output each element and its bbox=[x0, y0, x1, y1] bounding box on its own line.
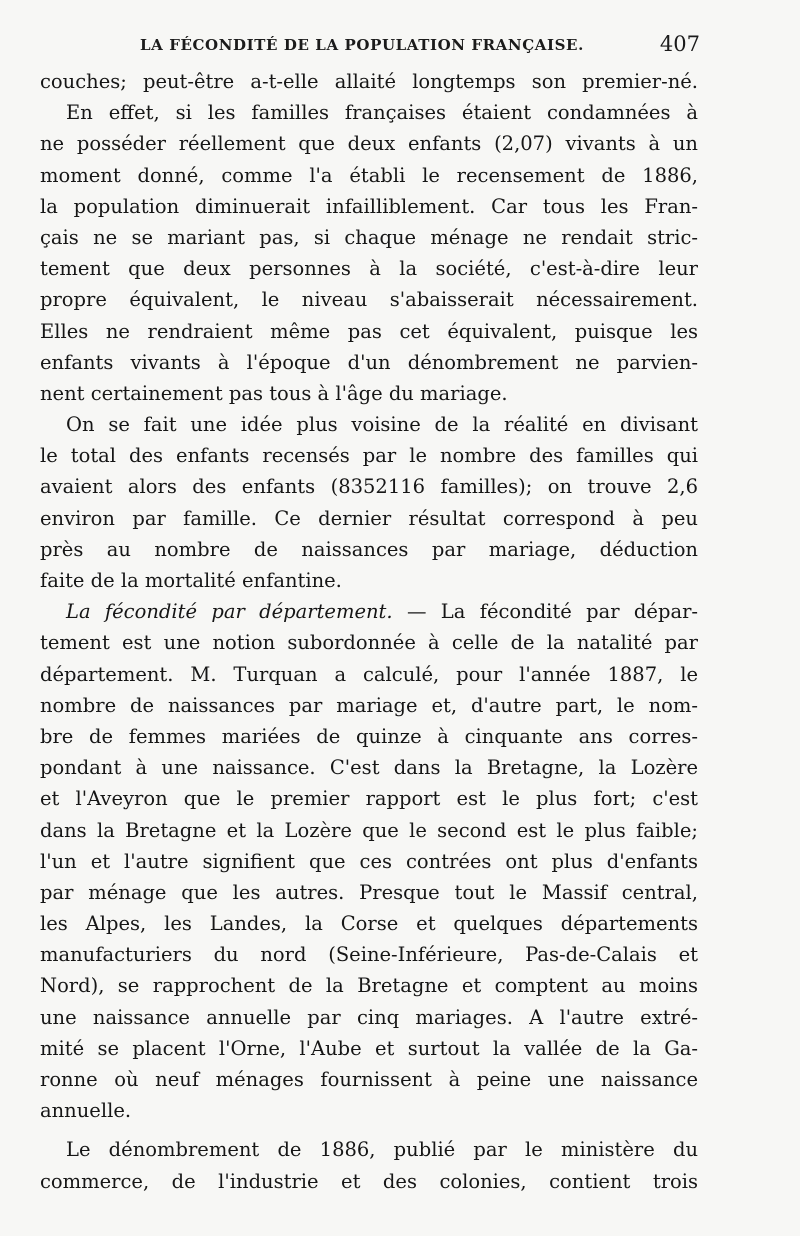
text-line: l'un et l'autre signifient que ces contrées ont plus d'enfants bbox=[40, 849, 698, 873]
text-line: couches; peut-être a-t-elle allaité longtemps son premier-né. bbox=[40, 70, 698, 93]
text-line: Le dénombrement de 1886, publié par le ministère du bbox=[66, 1138, 698, 1162]
text-line: ne posséder réellement que deux enfants (2,07) vivants à un bbox=[40, 132, 698, 156]
text-line bbox=[40, 596, 698, 627]
text-line: dans la Bretagne et la Lozère que le second est le plus faible; bbox=[40, 818, 698, 842]
text-line: tement est une notion subordonnée à celle de la natalité par bbox=[40, 631, 698, 655]
text-line: çais ne se mariant pas, si chaque ménage ne rendait stric- bbox=[40, 225, 698, 249]
text-line: département. M. Turquan a calculé, pour l'année 1887, le bbox=[40, 662, 698, 686]
text-line: environ par famille. Ce dernier résultat correspond à peu bbox=[40, 506, 698, 530]
page-number: 407 bbox=[659, 32, 700, 56]
text-line: les Alpes, les Landes, la Corse et quelques départements bbox=[40, 912, 698, 936]
body-text bbox=[40, 66, 698, 1197]
text-line: près au nombre de naissances par mariage, déduction bbox=[40, 537, 698, 561]
text-line: et l'Aveyron que le premier rapport est le plus fort; c'est bbox=[40, 787, 698, 811]
text-line: Elles ne rendraient même pas cet équivalent, puisque les bbox=[40, 319, 698, 343]
text-line: annuelle. bbox=[40, 1099, 132, 1123]
text-line: enfants vivants à l'époque d'un dénombrement ne parvien- bbox=[40, 350, 698, 374]
text-run: — La fécondité par dépar- bbox=[392, 600, 698, 624]
text-line: par ménage que les autres. Presque tout le Massif central, bbox=[40, 880, 698, 904]
text-line: commerce, de l'industrie et des colonies, contient trois bbox=[40, 1169, 698, 1193]
text-line: nombre de naissances par mariage et, d'autre part, le nom- bbox=[40, 693, 698, 717]
text-line: En effet, si les familles françaises étaient condamnées à bbox=[66, 101, 698, 125]
text-line: ronne où neuf ménages fournissent à peine une naissance bbox=[40, 1068, 698, 1091]
text-line: pondant à une naissance. C'est dans la Bretagne, la Lozère bbox=[40, 756, 698, 780]
text-line: faite de la mortalité enfantine. bbox=[40, 569, 342, 592]
text-line: bre de femmes mariées de quinze à cinquante ans corres- bbox=[40, 724, 698, 748]
text-line: manufacturiers du nord (Seine-Inférieure, Pas-de-Calais et bbox=[40, 943, 698, 967]
text-line: propre équivalent, le niveau s'abaisserait nécessairement. bbox=[40, 288, 698, 312]
text-line: une naissance annuelle par cinq mariages. A l'autre extré- bbox=[40, 1005, 698, 1029]
running-title: LA FÉCONDITÉ DE LA POPULATION FRANÇAISE. bbox=[140, 36, 584, 54]
text-line: On se fait une idée plus voisine de la réalité en divisant bbox=[66, 413, 698, 437]
text-line: mité se placent l'Orne, l'Aube et surtout la vallée de la Ga- bbox=[40, 1036, 698, 1060]
text-line: Nord), se rapprochent de la Bretagne et comptent au moins bbox=[40, 974, 698, 998]
text-line: le total des enfants recensés par le nombre des familles qui bbox=[40, 444, 698, 468]
section-heading: La fécondité par département. bbox=[66, 600, 393, 624]
text-line: moment donné, comme l'a établi le recensement de 1886, bbox=[40, 163, 698, 187]
paragraph-gap bbox=[40, 1126, 698, 1134]
text-line: nent certainement pas tous à l'âge du mariage. bbox=[40, 381, 508, 405]
text-line: avaient alors des enfants (8352116 familles); on trouve 2,6 bbox=[40, 475, 698, 499]
page-header bbox=[140, 34, 700, 58]
text-line: tement que deux personnes à la société, c'est-à-dire leur bbox=[40, 257, 698, 281]
text-line: la population diminuerait infailliblement. Car tous les Fran- bbox=[40, 194, 698, 218]
